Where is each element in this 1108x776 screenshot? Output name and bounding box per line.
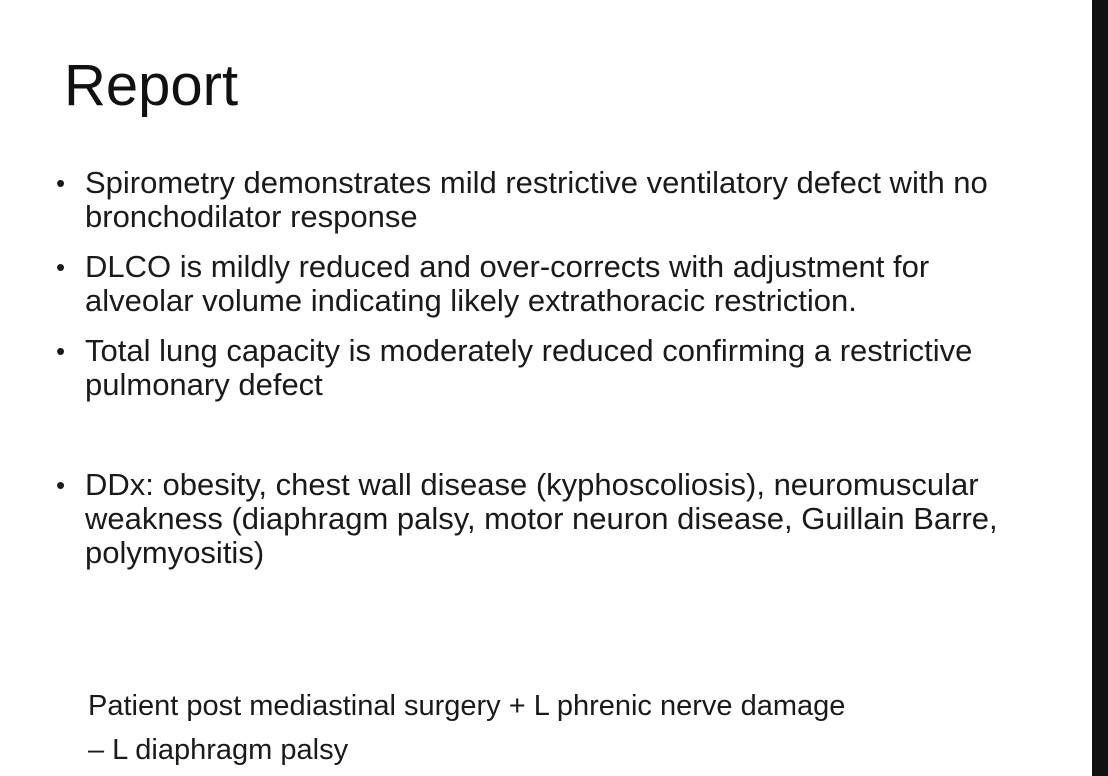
patient-note-line: – L diaphragm palsy	[88, 734, 349, 766]
window-edge-bar	[1092, 0, 1108, 776]
bullet-item-tlc	[56, 334, 1016, 402]
bullet-text: Total lung capacity is moderately reduced confirming a restrictive pulmonary defect	[85, 333, 973, 402]
bullet-item-spirometry	[56, 166, 1016, 234]
bullet-dot-icon: •	[56, 252, 66, 282]
bullet-text: DLCO is mildly reduced and over-corrects with adjustment for alveolar volume indicating likely extrathoracic restriction.	[85, 249, 930, 318]
bullet-dot-icon: •	[56, 336, 66, 366]
patient-note	[88, 684, 1048, 772]
bullet-item-dlco	[56, 250, 1016, 318]
slide-title: Report	[64, 53, 239, 118]
bullet-text: DDx: obesity, chest wall disease (kyphoscoliosis), neuromuscular weakness (diaphragm palsy, motor neuron disease, Guillain Barre, polymyositis)	[85, 467, 998, 570]
bullet-dot-icon: •	[56, 470, 66, 500]
bullet-list	[56, 166, 1016, 586]
patient-note-line: Patient post mediastinal surgery + L phrenic nerve damage	[88, 690, 846, 722]
bullet-dot-icon: •	[56, 168, 66, 198]
bullet-text: Spirometry demonstrates mild restrictive ventilatory defect with no bronchodilator response	[85, 165, 988, 234]
bullet-item-ddx	[56, 468, 1016, 570]
